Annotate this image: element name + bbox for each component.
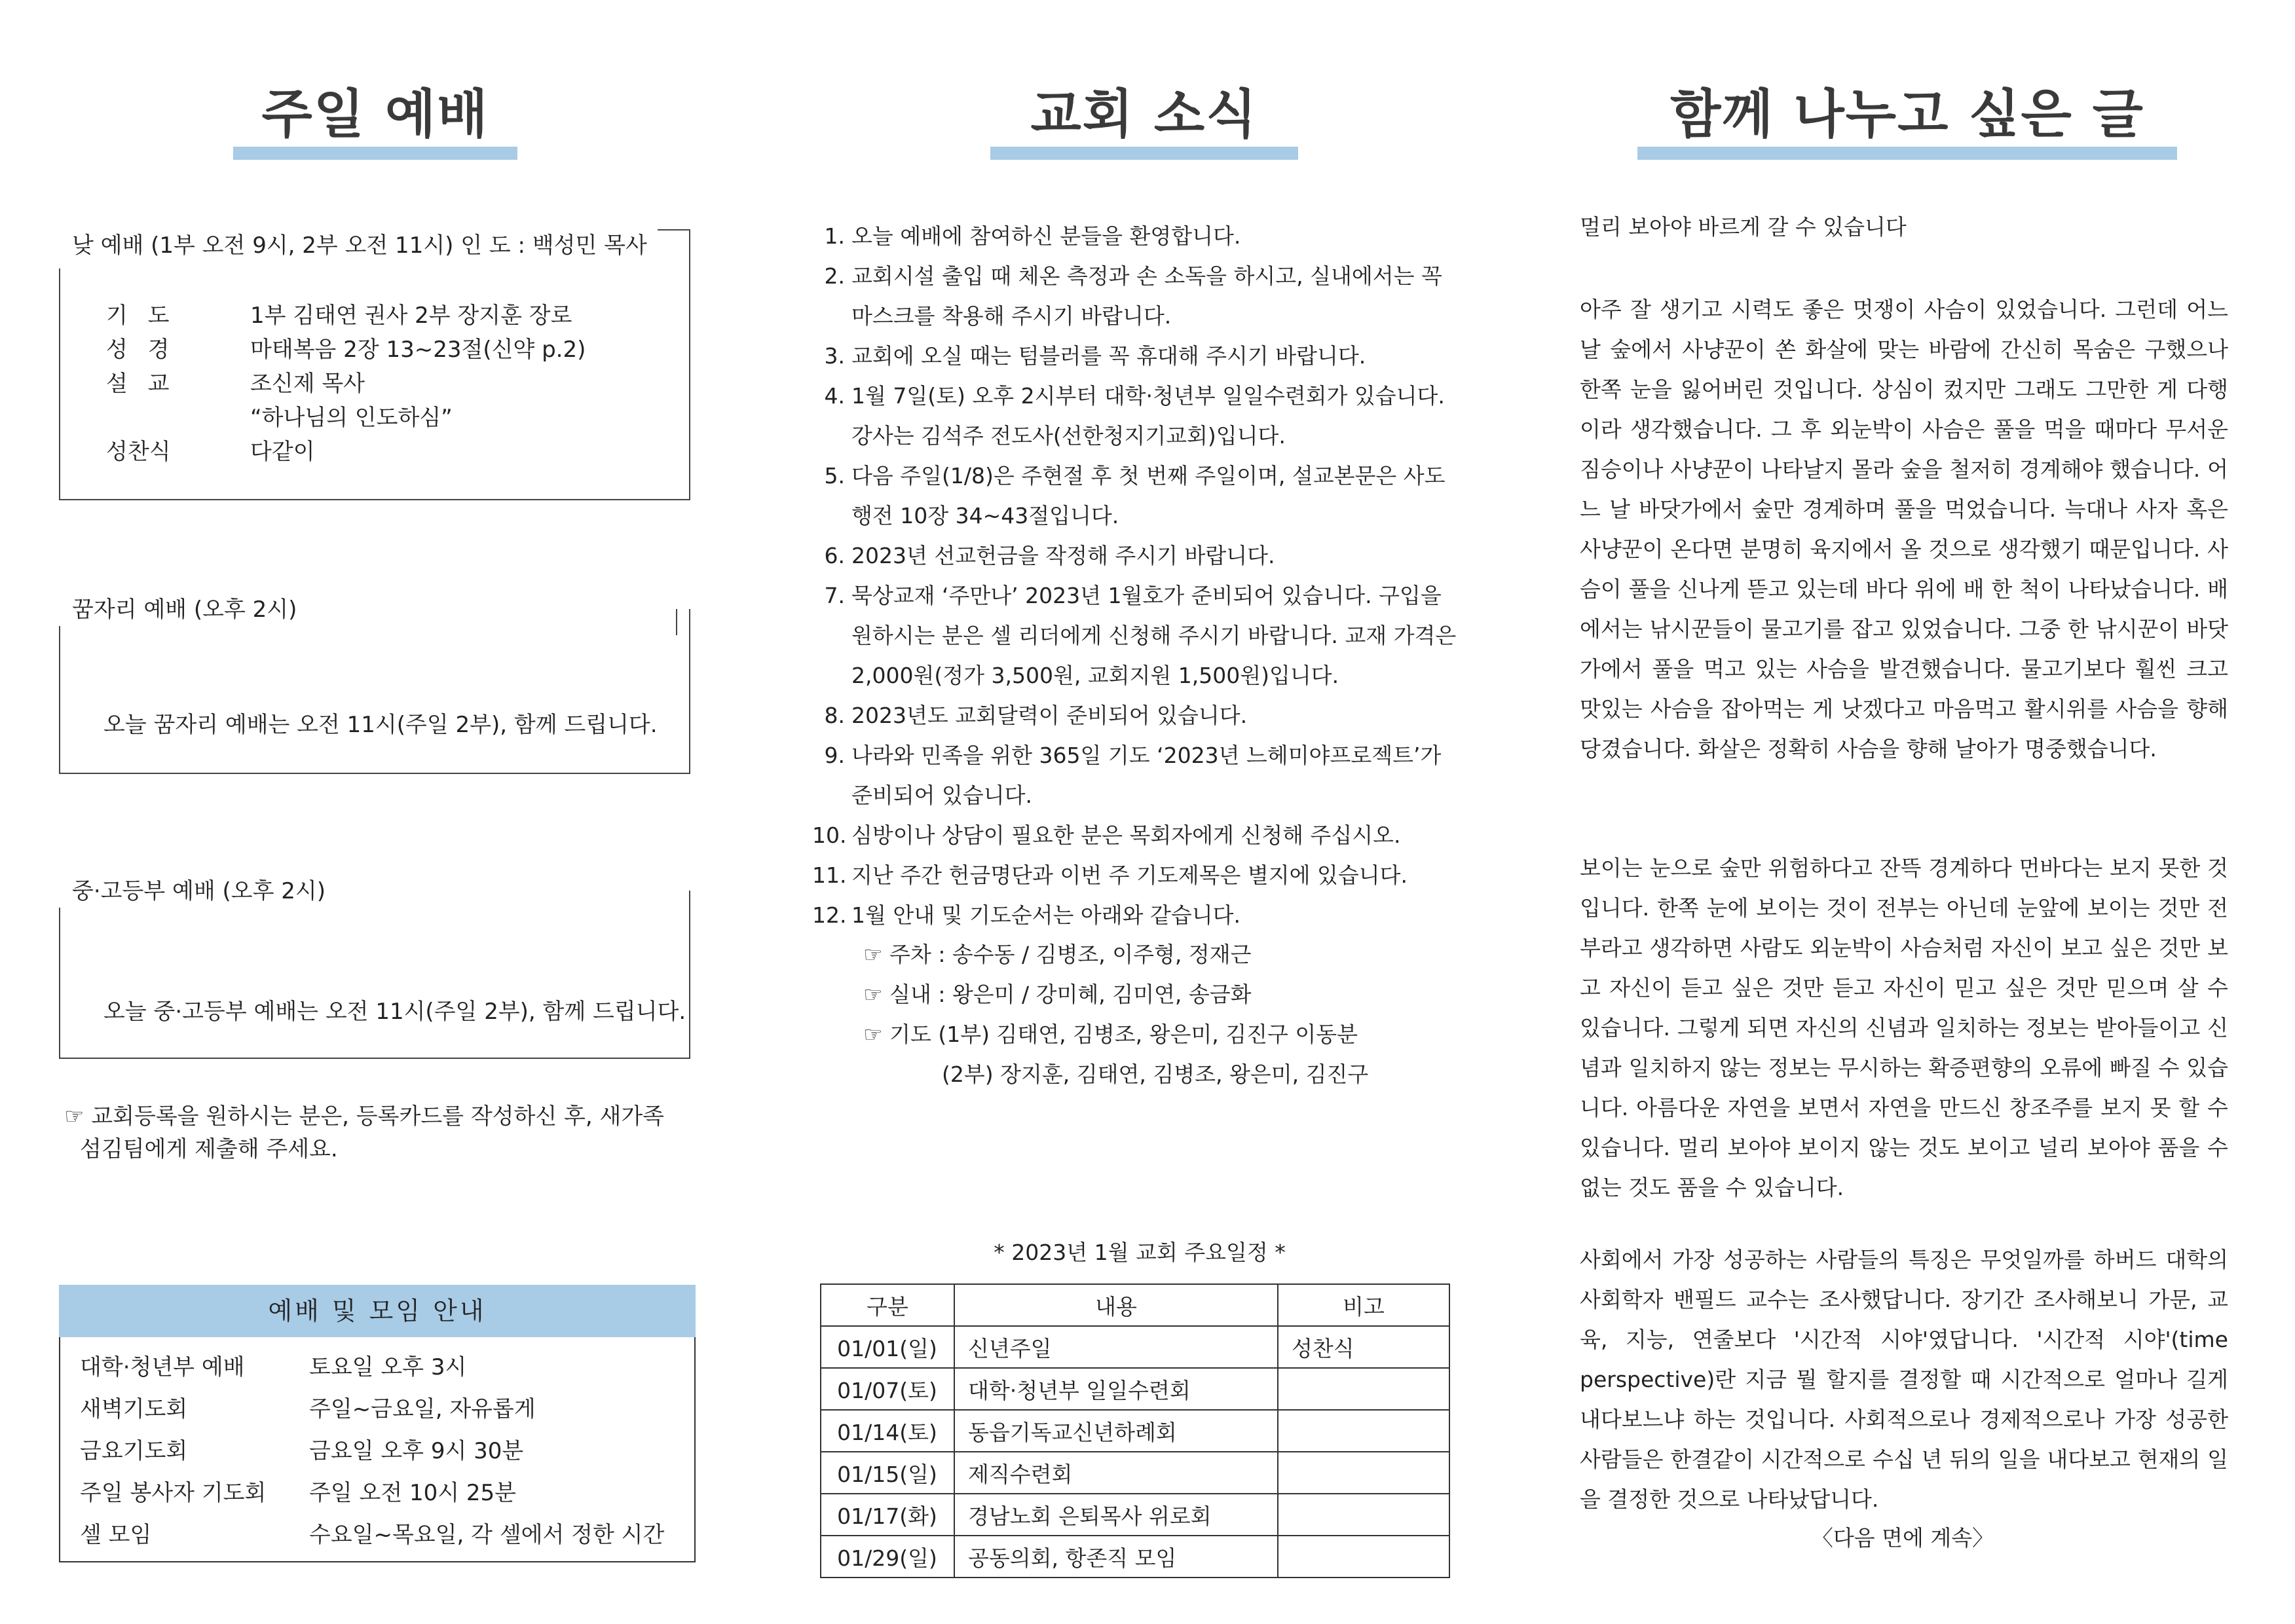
news-item: 7. 묵상교재 ‘주만나’ 2023년 1월호가 준비되어 있습니다. 구입을 원하시는 분은 셀 리더에게 신청해 주시기 바랍니다. 교재 가격은 2,000원(정가 3,500원, 교회지원 1,500원)입니다. bbox=[824, 583, 1457, 688]
essay-paragraph-2: 보이는 눈으로 숲만 위험하다고 잔뜩 경계하다 먼바다는 보지 못한 것입니다. 한쪽 눈에 보이는 것이 전부는 아닌데 눈앞에 보이는 것만 전부라고 생각하면 사람도 외눈박이 사슴처럼 자신이 보고 싶은 것만 보고 자신이 듣고 싶은 것만 듣고 자신이 믿고 싶은 것만 믿으며 살 수 있습니다. 그렇게 되면 자신의 신념과 일치하는 정보는 받아들이고 신념과 일치하지 않는 정보는 무시하는 확증편향의 오류에 빠질 수 있습니다. 아름다운 자연을 보면서 자연을 만드신 창조주를 보지 못 할 수 있습니다. 멀리 보아야 보이지 않는 것도 보이고 널리 보아야 품을 수 없는 것도 품을 수 있습니다. bbox=[1580, 855, 2228, 1200]
news-item: 1. 오늘 예배에 참여하신 분들을 환영합니다. bbox=[824, 223, 1241, 249]
essay-paragraph-3: 사회에서 가장 성공하는 사람들의 특징은 무엇일까를 하버드 대학의 사회학자 밴필드 교수는 조사했답니다. 장기간 조사해보니 가문, 교육, 지능, 연줄보다 '시간적 시야'였답니다. '시간적 시야'(time perspective)란 지금 뭘 할지를 결정할 때 시간적으로 얼마나 길게 내다보느냐 하는 것입니다. 사회적으로나 경제적으로나 가장 성공한 사람들은 한결같이 시간적으로 수십 년 뒤의 일을 내다보고 현재의 일을 결정한 것으로 나타났답니다. bbox=[1580, 1247, 2228, 1512]
news-item: 11. 지난 주간 헌금명단과 이번 주 기도제목은 별지에 있습니다. bbox=[812, 862, 1408, 888]
duty-parking: ☞ 주차 : 송수동 / 김병조, 이주형, 정재근 bbox=[863, 942, 1252, 967]
schedule-table bbox=[820, 1283, 1450, 1578]
table-row: 01/15(일) 제직수련회 bbox=[821, 1452, 1449, 1494]
schedule-caption: * 2023년 1월 교회 주요일정 * bbox=[994, 1240, 1286, 1265]
youth-service-body: 오늘 중·고등부 예배는 오전 11시(주일 2부), 함께 드립니다. bbox=[103, 999, 686, 1025]
guide-row: 대학·청년부 예배 토요일 오후 3시 bbox=[80, 1354, 467, 1380]
youth-service-box bbox=[59, 878, 690, 1059]
table-row: 01/17(화) 경남노회 은퇴목사 위로회 bbox=[821, 1494, 1449, 1536]
continued-note: 〈다음 면에 계속〉 bbox=[1811, 1525, 1994, 1551]
guide-row: 새벽기도회 주일~금요일, 자유롭게 bbox=[80, 1396, 536, 1422]
service-row-scripture: 성 경 마태복음 2장 13~23절(신약 p.2) bbox=[106, 337, 586, 363]
news-item: 5. 다음 주일(1/8)은 주현절 후 첫 번째 주일이며, 설교본문은 사도 행전 10장 34~43절입니다. bbox=[824, 463, 1446, 528]
meeting-guide bbox=[59, 1285, 696, 1562]
main-service-box bbox=[59, 229, 690, 500]
service-row-sermon-title: “하나님의 인도하심” bbox=[250, 405, 453, 431]
news-item: 4. 1월 7일(토) 오후 2시부터 대학·청년부 일일수련회가 있습니다. 강사는 김석주 전도사(선한청지기교회)입니다. bbox=[824, 383, 1445, 449]
essay-paragraph-1: 아주 잘 생기고 시력도 좋은 멋쟁이 사슴이 있었습니다. 그런데 어느 날 숲에서 사냥꾼이 쏜 화살에 맞는 바람에 간신히 목숨은 구했으나 한쪽 눈을 잃어버린 것입니다. 상심이 컸지만 그래도 그만한 게 다행이라 생각했습니다. 그 후 외눈박이 사슴은 풀을 먹을 때마다 무서운 짐승이나 사냥꾼이 나타날지 몰라 숲을 철저히 경계해야 했습니다. 어느 날 바닷가에서 숲만 경계하며 풀을 먹었습니다. 늑대나 사자 혹은 사냥꾼이 온다면 분명히 육지에서 올 것으로 생각했기 때문입니다. 사슴이 풀을 신나게 뜯고 있는데 바다 위에 배 한 척이 나타났습니다. 배에서는 낚시꾼들이 물고기를 잡고 있었습니다. 그중 한 낚시꾼이 바닷가에서 풀을 먹고 있는 사슴을 발견했습니다. 물고기보다 훨씬 크고 맛있는 사슴을 잡아먹는 게 낫겠다고 마음먹고 활시위를 사슴을 향해 당겼습니다. 화살은 정확히 사슴을 향해 날아가 명중했습니다. bbox=[1580, 297, 2228, 762]
duty-prayer-1: ☞ 기도 (1부) 김태연, 김병조, 왕은미, 김진구 이동분 bbox=[863, 1022, 1358, 1047]
sharing-section-title bbox=[1637, 79, 2177, 164]
main-service-header: 낮 예배 (1부 오전 9시, 2부 오전 11시) 인 도 : 백성민 목사 bbox=[59, 229, 658, 268]
news-title-text: 교회 소식 bbox=[1030, 84, 1258, 145]
kids-service-header: 꿈자리 예배 (오후 2시) bbox=[59, 593, 307, 626]
guide-row: 주일 봉사자 기도회 주일 오전 10시 25분 bbox=[80, 1480, 517, 1506]
meeting-guide-body bbox=[59, 1337, 696, 1562]
news-item: 2. 교회시설 출입 때 체온 측정과 손 소독을 하시고, 실내에서는 꼭 마스크를 착용해 주시기 바랍니다. bbox=[824, 263, 1442, 329]
news-item: 6. 2023년 선교헌금을 작정해 주시기 바랍니다. bbox=[824, 543, 1275, 568]
registration-note: ☞ 교회등록을 원하시는 분은, 등록카드를 작성하신 후, 새가족 섬김팀에게 제출해 주세요. bbox=[64, 1103, 665, 1162]
service-row-communion: 성찬식 다같이 bbox=[106, 439, 315, 465]
essay-subtitle: 멀리 보아야 바르게 갈 수 있습니다 bbox=[1580, 214, 1907, 240]
service-row-sermon: 설 교 조신제 목사 bbox=[106, 371, 365, 397]
news-item: 10. 심방이나 상담이 필요한 분은 목회자에게 신청해 주십시오. bbox=[812, 822, 1401, 848]
sharing-title-text: 함께 나누고 싶은 글 bbox=[1670, 84, 2144, 145]
news-section-title bbox=[990, 79, 1298, 164]
service-row-prayer: 기 도 1부 김태연 권사 2부 장지훈 장로 bbox=[106, 303, 572, 329]
news-item: 12. 1월 안내 및 기도순서는 아래와 같습니다. bbox=[812, 902, 1241, 928]
kids-service-box bbox=[59, 597, 690, 774]
meeting-guide-title: 예배 및 모임 안내 bbox=[59, 1285, 696, 1337]
news-item: 9. 나라와 민족을 위한 365일 기도 ‘2023년 느헤미야프로젝트’가 준비되어 있습니다. bbox=[824, 743, 1442, 808]
news-item: 8. 2023년도 교회달력이 준비되어 있습니다. bbox=[824, 703, 1248, 728]
news-item: 3. 교회에 오실 때는 텀블러를 꼭 휴대해 주시기 바랍니다. bbox=[824, 343, 1366, 369]
news-list bbox=[812, 216, 1467, 935]
guide-row: 셀 모임 수요일~목요일, 각 셀에서 정한 시간 bbox=[80, 1522, 665, 1548]
schedule-header-row: 구분 내용 비고 bbox=[821, 1284, 1449, 1326]
duty-indoor: ☞ 실내 : 왕은미 / 강미혜, 김미연, 송금화 bbox=[863, 982, 1252, 1007]
guide-row: 금요기도회 금요일 오후 9시 30분 bbox=[80, 1438, 524, 1464]
kids-service-body: 오늘 꿈자리 예배는 오전 11시(주일 2부), 함께 드립니다. bbox=[103, 712, 658, 738]
worship-title-text: 주일 예배 bbox=[261, 84, 489, 145]
table-row: 01/29(일) 공동의회, 항존직 모임 bbox=[821, 1536, 1449, 1578]
duty-list bbox=[837, 934, 1368, 1094]
worship-section-title bbox=[233, 79, 517, 164]
duty-prayer-2: (2부) 장지훈, 김태연, 김병조, 왕은미, 김진구 bbox=[942, 1061, 1369, 1087]
table-row: 01/01(일) 신년주일 성찬식 bbox=[821, 1326, 1449, 1368]
table-row: 01/14(토) 동읍기독교신년하례회 bbox=[821, 1410, 1449, 1452]
main-service-rows bbox=[60, 299, 586, 469]
youth-service-header: 중·고등부 예배 (오후 2시) bbox=[59, 875, 336, 908]
table-row: 01/07(토) 대학·청년부 일일수련회 bbox=[821, 1368, 1449, 1410]
